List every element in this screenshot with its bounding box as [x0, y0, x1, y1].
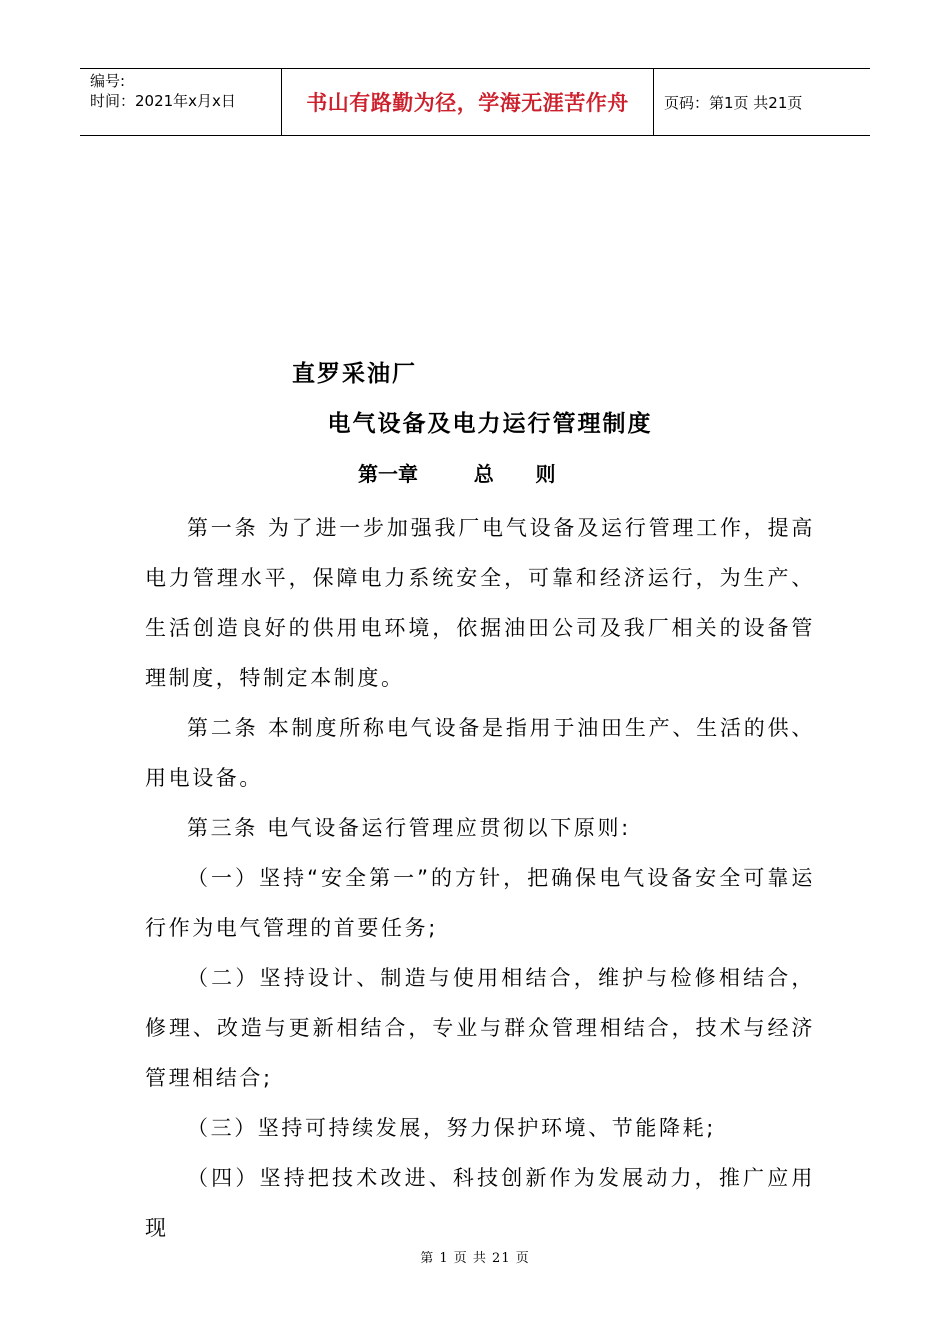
paragraph-item-4: （四）坚持把技术改进、科技创新作为发展动力，推广应用现 [145, 1166, 815, 1240]
paragraph-item-1: （一）坚持“安全第一”的方针，把确保电气设备安全可靠运行作为电气管理的首要任务; [145, 866, 815, 940]
paragraph-article-2: 第二条 本制度所称电气设备是指用于油田生产、生活的供、用电设备。 [145, 716, 815, 790]
paragraph-article-3: 第三条 电气设备运行管理应贯彻以下原则: [187, 816, 631, 840]
document-body [145, 503, 815, 1253]
paragraph-item-3: （三）坚持可持续发展，努力保护环境、节能降耗; [187, 1116, 716, 1140]
header-meta [80, 69, 282, 135]
paragraph-article-1: 第一条 为了进一步加强我厂电气设备及运行管理工作，提高电力管理水平，保障电力系统安全，可靠和经济运行，为生产、生活创造良好的供用电环境，依据油田公司及我厂相关的设备管理制度，特制定本制度。 [145, 516, 815, 690]
document-title: 电气设备及电力运行管理制度 [327, 411, 653, 437]
header-date: 时间：2021年x月x日 [90, 92, 236, 110]
header-motto: 书山有路勤为径，学海无涯苦作舟 [306, 91, 629, 115]
page-footer: 第 1 页 共 21 页 [420, 1251, 530, 1266]
chapter-heading: 第一章 总 则 [358, 462, 556, 486]
org-name: 直罗采油厂 [292, 361, 417, 387]
header-page-info: 页码：第1页 共21页 [664, 93, 803, 112]
paragraph-item-2: （二）坚持设计、制造与使用相结合，维护与检修相结合，修理、改造与更新相结合，专业与群众管理相结合，技术与经济管理相结合; [145, 966, 815, 1090]
page-header [80, 68, 870, 136]
header-number: 编号: [90, 72, 126, 90]
header-motto-cell [282, 69, 654, 135]
